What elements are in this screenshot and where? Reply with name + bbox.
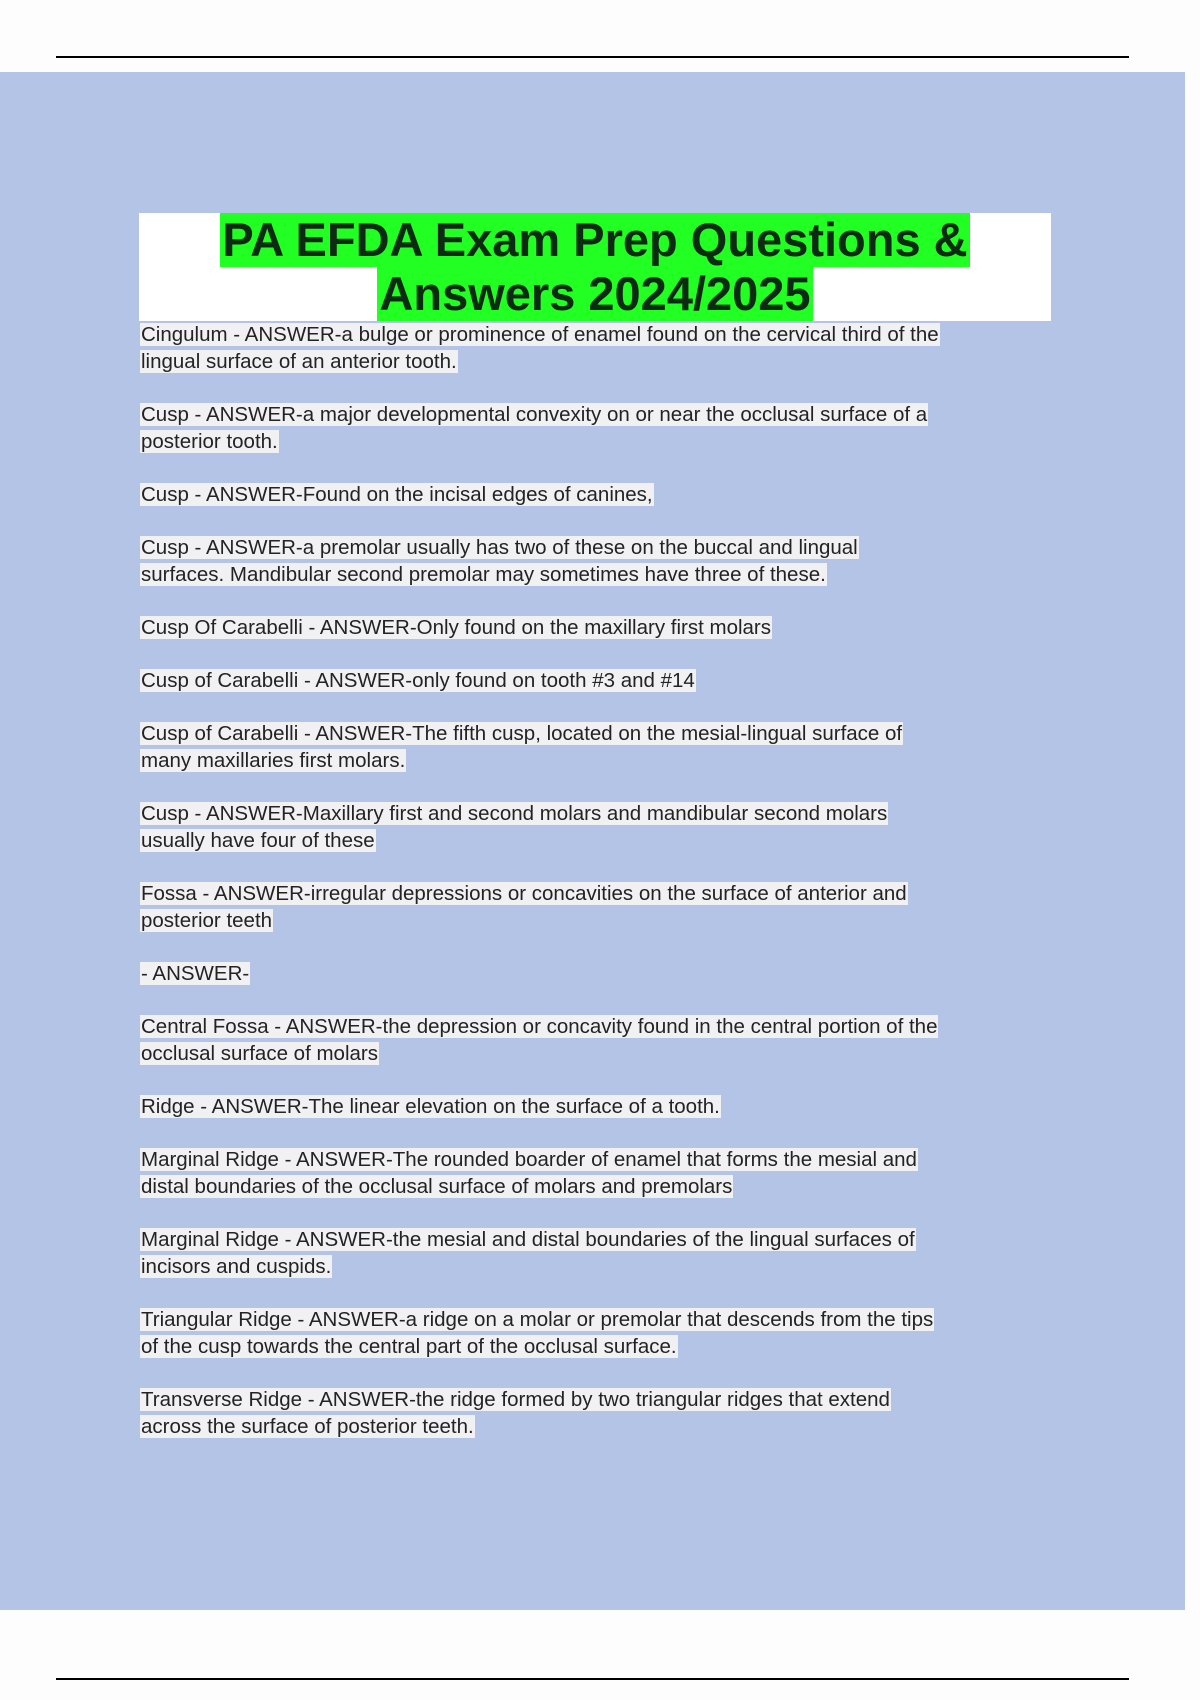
entry-line: many maxillaries first molars. [141, 749, 406, 772]
entry-line: surfaces. Mandibular second premolar may sometimes have three of these. [141, 563, 826, 586]
entry-fossa [140, 880, 1060, 934]
entry-cusp-canines [140, 481, 1060, 508]
entry-line: Marginal Ridge - ANSWER-the mesial and distal boundaries of the lingual surfaces of [141, 1228, 915, 1251]
entry-line: Cusp - ANSWER-Maxillary first and second molars and mandibular second molars [141, 802, 888, 825]
entry-line: occlusal surface of molars [141, 1042, 378, 1065]
entry-cusp-molars [140, 800, 1060, 854]
entry-line: Ridge - ANSWER-The linear elevation on the surface of a tooth. [141, 1095, 720, 1118]
entry-transverse-ridge [140, 1386, 1060, 1440]
entry-central-fossa [140, 1013, 1060, 1067]
title-line-2: Answers 2024/2025 [379, 267, 811, 320]
entry-line: Transverse Ridge - ANSWER-the ridge formed by two triangular ridges that extend [141, 1388, 890, 1411]
top-rule [56, 56, 1129, 58]
entry-line: lingual surface of an anterior tooth. [141, 350, 457, 373]
entry-line: Cingulum - ANSWER-a bulge or prominence of enamel found on the cervical third of the [141, 323, 939, 346]
entry-line: Cusp - ANSWER-a major developmental convexity on or near the occlusal surface of a [141, 403, 928, 426]
entry-cusp-convexity [140, 401, 1060, 455]
entry-cusp-premolar [140, 534, 1060, 588]
entry-line: posterior tooth. [141, 430, 278, 453]
entry-line: distal boundaries of the occlusal surface of molars and premolars [141, 1175, 733, 1198]
entry-cingulum [140, 321, 1060, 375]
entry-line: Central Fossa - ANSWER-the depression or concavity found in the central portion of the [141, 1015, 938, 1038]
entry-line: Fossa - ANSWER-irregular depressions or concavities on the surface of anterior and [141, 882, 907, 905]
entry-line: incisors and cuspids. [141, 1255, 332, 1278]
entry-line: across the surface of posterior teeth. [141, 1415, 474, 1438]
bottom-rule [56, 1678, 1129, 1680]
entry-line: Cusp - ANSWER-a premolar usually has two of these on the buccal and lingual [141, 536, 858, 559]
title-box [139, 213, 1051, 321]
entry-carabelli-fifth-cusp [140, 720, 1060, 774]
entry-list [140, 321, 1060, 1466]
entry-blank-answer [140, 960, 1060, 987]
entry-line: Cusp of Carabelli - ANSWER-only found on tooth #3 and #14 [141, 669, 695, 692]
entry-line: - ANSWER- [141, 962, 250, 985]
entry-line: usually have four of these [141, 829, 375, 852]
entry-ridge [140, 1093, 1060, 1120]
entry-carabelli-maxillary [140, 614, 1060, 641]
entry-line: of the cusp towards the central part of the occlusal surface. [141, 1335, 677, 1358]
entry-triangular-ridge [140, 1306, 1060, 1360]
entry-line: Marginal Ridge - ANSWER-The rounded boarder of enamel that forms the mesial and [141, 1148, 917, 1171]
entry-marginal-ridge-lingual [140, 1226, 1060, 1280]
entry-line: posterior teeth [141, 909, 273, 932]
entry-line: Triangular Ridge - ANSWER-a ridge on a molar or premolar that descends from the tips [141, 1308, 934, 1331]
title-line-1: PA EFDA Exam Prep Questions & [222, 213, 968, 266]
entry-carabelli-tooth-numbers [140, 667, 1060, 694]
entry-line: Cusp - ANSWER-Found on the incisal edges of canines, [141, 483, 653, 506]
entry-marginal-ridge-occlusal [140, 1146, 1060, 1200]
entry-line: Cusp of Carabelli - ANSWER-The fifth cusp, located on the mesial-lingual surface of [141, 722, 903, 745]
entry-line: Cusp Of Carabelli - ANSWER-Only found on the maxillary first molars [141, 616, 772, 639]
